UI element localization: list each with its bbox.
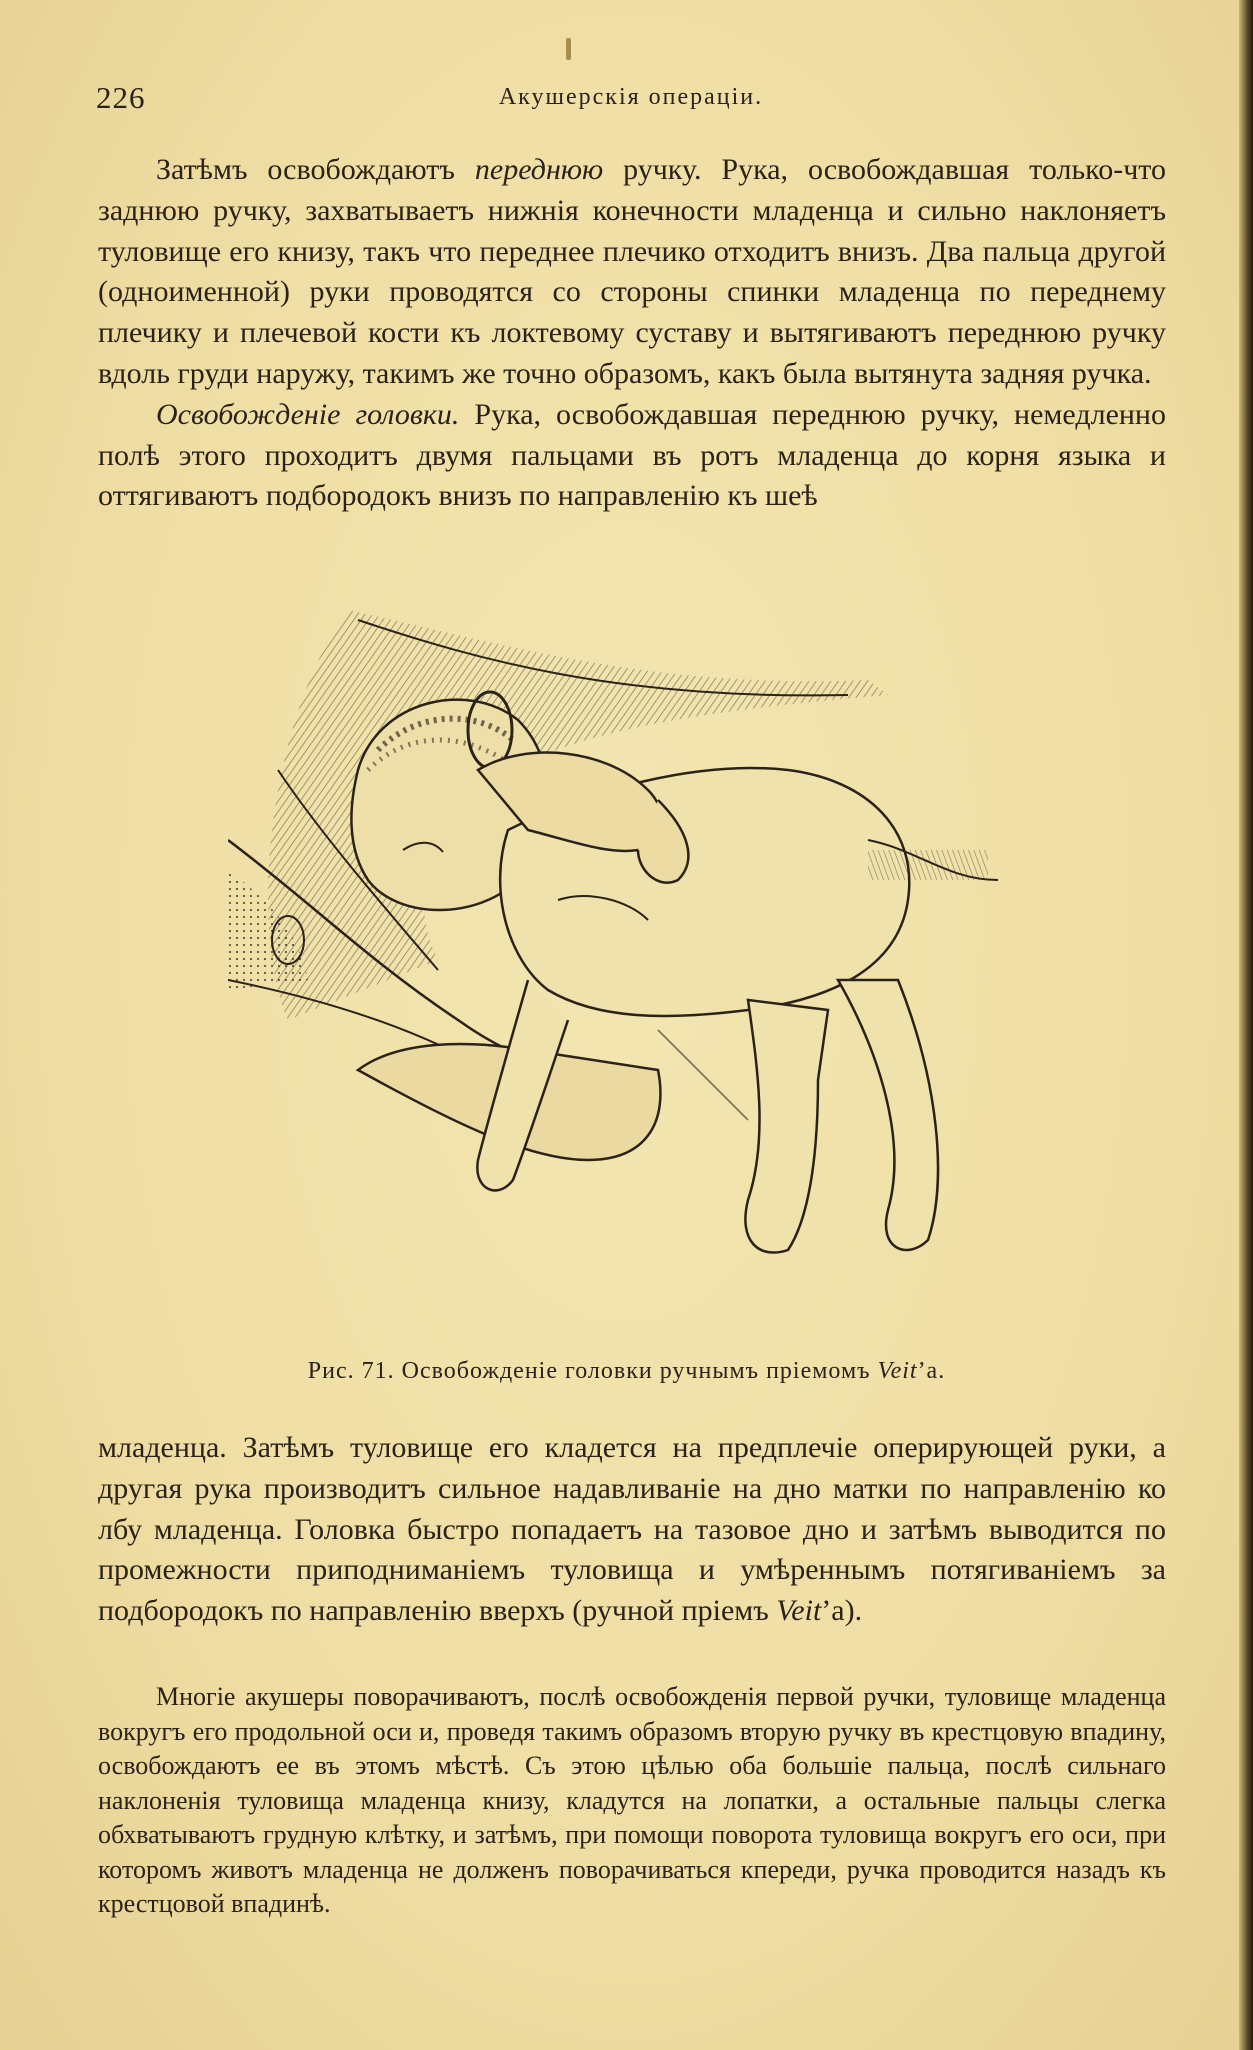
emphasis-front: переднюю: [474, 153, 604, 186]
ink-speck: [566, 38, 571, 60]
page-number: 226: [96, 80, 146, 115]
running-head: Акушерскія операціи.: [498, 84, 764, 110]
emphasis-veit: Veit: [776, 1594, 822, 1628]
text-block-bottom: [98, 1428, 1166, 1632]
paragraph-3: младенца. Затѣмъ туловище его кладется на предплечіе оперирующей руки, а другая рука производитъ сильное надавливаніе на дно матки по направленію ко лбу младенца. Головка быстро попадаетъ на тазовое дно и затѣмъ выводится по промежности приподниманіемъ туловища и умѣреннымъ потягиваніемъ за подбородокъ по направленію вверхъ (ручной пріемъ Veit’а).: [98, 1431, 1166, 1628]
paragraph-1: Затѣмъ освобождаютъ переднюю ручку. Рука, освобождавшая только-что заднюю ручку, захватываетъ нижнія конечности младенца и сильно наклоняетъ туловище его книзу, такъ что переднее плечико отходитъ внизъ. Два пальца другой (одноименной) руки проводятся со стороны спинки младенца по переднему плечику и плечевой кости къ локтевому суставу и вытягиваютъ переднюю ручку вдоль груди наружу, такимъ же точно образомъ, какъ была вытянута задняя ручка.: [98, 153, 1166, 390]
figure-71-illustration: [228, 600, 1040, 1340]
caption-emphasis: Veit: [877, 1358, 918, 1384]
page-edge-shadow: [1239, 0, 1253, 2050]
page-header: [96, 80, 1166, 116]
small-print-block: [98, 1680, 1166, 1922]
paragraph-4: Многіе акушеры поворачиваютъ, послѣ освобожденія первой ручки, туловище младенца вокругъ его продольной оси и, проведя такимъ образомъ вторую ручку въ крестцовую впадину, освобождаютъ ее въ этомъ мѣстѣ. Съ этою цѣлью оба большіе пальца, послѣ сильнаго наклоненія туловища младенца книзу, кладутся на лопатки, а остальные пальцы слегка обхватываютъ грудную клѣтку, и затѣмъ, при помощи поворота туловища вокругъ его оси, при которомъ животъ младенца не долженъ поворачиваться кпереди, ручка проводится назадъ къ крестцовой впадинѣ.: [98, 1682, 1166, 1918]
section-heading-head-delivery: Освобожденіе головки.: [156, 397, 460, 431]
paragraph-2: Освобожденіе головки. Рука, освобождавшая переднюю ручку, немедленно полѣ этого проходитъ двумя пальцами въ ротъ младенца до корня языка и оттягиваютъ подбородокъ внизъ по направленію къ шеѣ: [98, 397, 1166, 513]
text-block-top: [98, 150, 1166, 517]
figure-caption: Рис. 71. Освобожденіе головки ручнымъ пріемомъ Veit’а.: [307, 1358, 946, 1384]
